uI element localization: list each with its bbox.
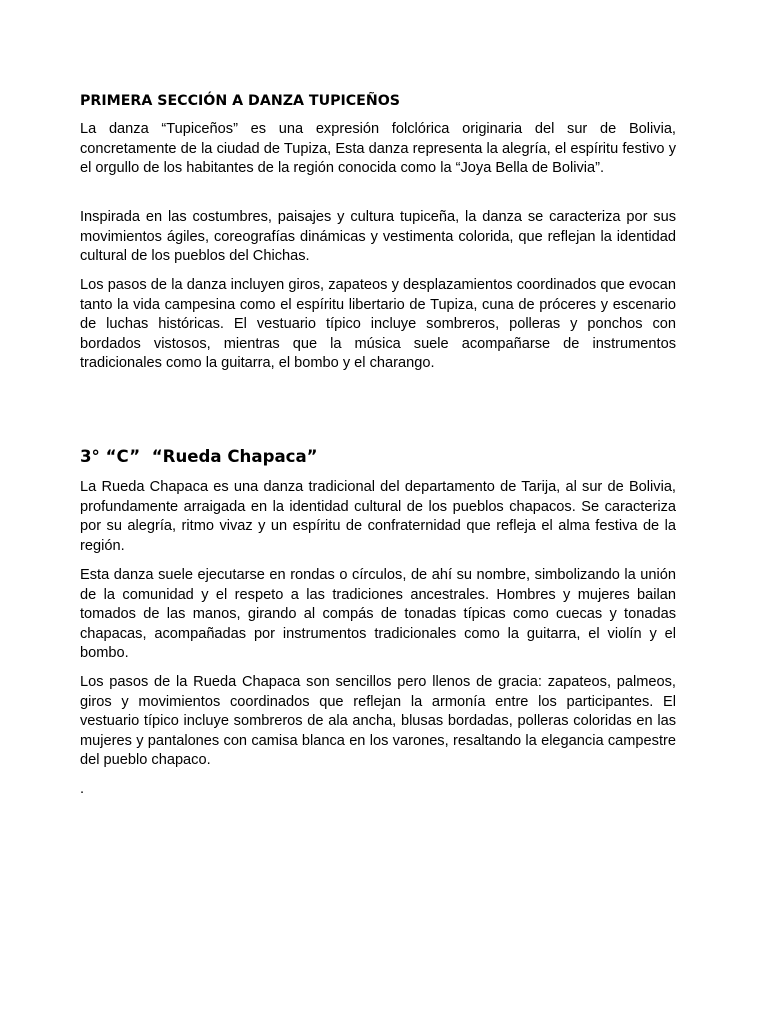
- paragraph: Inspirada en las costumbres, paisajes y cultura tupiceña, la danza se caracteriza por sus movimientos ágiles, coreografías dinámicas y vestimenta colorida, que reflejan la identidad cultural de los pueblos del Chichas.: [80, 209, 676, 264]
- section-title-rueda-chapaca: 3° “C” “Rueda Chapaca”: [80, 447, 318, 466]
- paragraph: Los pasos de la Rueda Chapaca son sencillos pero llenos de gracia: zapateos, palmeos, giros y movimientos coordinados que reflejan la armonía entre los participantes. El vestuario típico incluye sombreros de ala ancha, blusas bordadas, polleras coloridas en las mujeres y pantalones con camisa blanca en los varones, resaltando la elegancia campestre del pueblo chapaco.: [80, 674, 676, 768]
- section-title-danza-tupicenos: PRIMERA SECCIÓN A DANZA TUPICEÑOS: [80, 93, 401, 109]
- trailing-period: .: [80, 781, 85, 797]
- paragraph: Los pasos de la danza incluyen giros, zapateos y desplazamientos coordinados que evocan tanto la vida campesina como el espíritu libertario de Tupiza, cuna de próceres y escenario de luchas históricas. El vestuario típico incluye sombreros, polleras y ponchos con bordados vistosos, mientras que la música suele acompañarse de instrumentos tradicionales como la guitarra, el bombo y el charango.: [80, 277, 676, 371]
- paragraph: La danza “Tupiceños” es una expresión folclórica originaria del sur de Bolivia, concretamente de la ciudad de Tupiza, Esta danza representa la alegría, el espíritu festivo y el orgullo de los habitantes de la región conocida como la “Joya Bella de Bolivia”.: [80, 121, 676, 176]
- paragraph: La Rueda Chapaca es una danza tradicional del departamento de Tarija, al sur de Bolivia, profundamente arraigada en la identidad cultural de los pueblos chapacos. Se caracteriza por su alegría, ritmo vivaz y un espíritu de confraternidad que refleja el alma festiva de la región.: [80, 479, 676, 554]
- paragraph: Esta danza suele ejecutarse en rondas o círculos, de ahí su nombre, simbolizando la unión de la comunidad y el respeto a las tradiciones ancestrales. Hombres y mujeres bailan tomados de las manos, girando al compás de tonadas típicas como cuecas y tonadas chapacas, acompañadas por instrumentos tradicionales como la guitarra, el violín y el bombo.: [80, 567, 676, 661]
